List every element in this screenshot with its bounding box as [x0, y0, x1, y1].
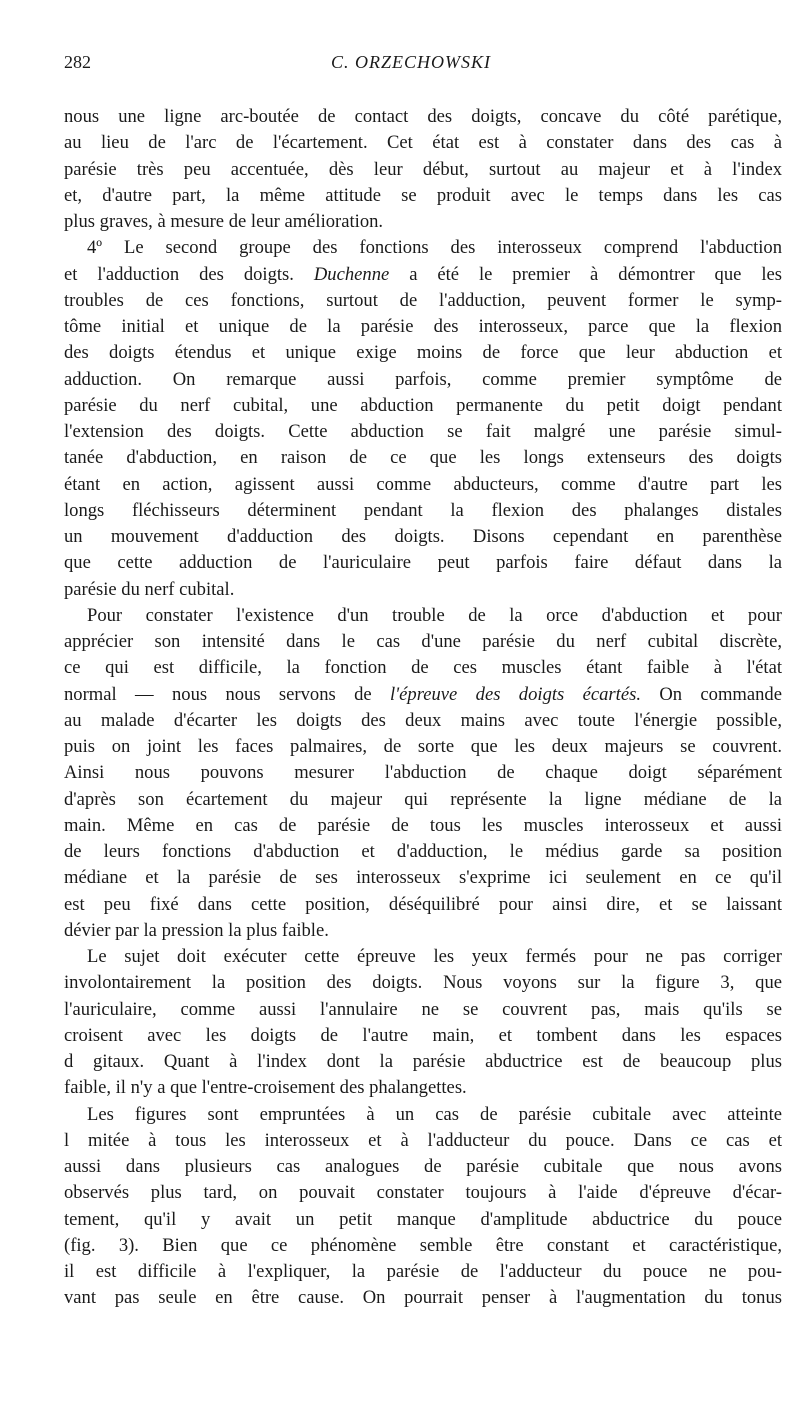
line-text: et, d'autre part, la même attitude se produit avec le temps dans les cas	[64, 184, 782, 206]
text-line	[64, 603, 782, 629]
line-text: 4º Le second groupe des fonctions des interosseux comprend l'abduction	[87, 237, 782, 259]
line-text: l'auriculaire, comme aussi l'annulaire ne se couvrent pas, mais qu'ils se	[64, 998, 782, 1020]
line-text: apprécier son intensité dans le cas d'une parésie du nerf cubital discrète,	[64, 631, 782, 652]
text-line	[64, 708, 782, 734]
text-line	[64, 629, 782, 655]
text-line	[64, 655, 782, 681]
running-title: C. ORZECHOWSKI	[330, 52, 491, 72]
text-line	[64, 1075, 782, 1101]
line-text: l mitée à tous les interosseux et à l'adducteur du pouce. Dans ce cas et	[64, 1129, 782, 1151]
line-text: normal — nous nous servons de	[64, 683, 372, 705]
line-text: que cette adduction de l'auriculaire peut parfois faire défaut dans la	[64, 552, 782, 574]
text-line	[64, 682, 782, 708]
line-text: aussi dans plusieurs cas analogues de parésie cubitale que nous avons	[64, 1156, 782, 1177]
line-text: longs fléchisseurs déterminent pendant la flexion des phalanges distales	[64, 499, 782, 521]
text-line	[64, 1207, 782, 1233]
text-line	[64, 997, 782, 1023]
text-line	[64, 340, 782, 366]
text-line	[64, 944, 782, 970]
line-text: des doigts étendus et unique exige moins de force que leur abduction et	[64, 342, 782, 364]
text-line	[64, 760, 782, 786]
line-text: Pour constater l'existence d'un trouble de la orce d'abduction et pour	[87, 604, 782, 626]
line-text: un mouvement d'adduction des doigts. Disons cependant en parenthèse	[64, 526, 782, 547]
text-line	[64, 865, 782, 891]
text-line	[64, 367, 782, 393]
line-text: tanée d'abduction, en raison de ce que les longs extenseurs des doigts	[64, 447, 782, 469]
text-line	[64, 970, 782, 996]
text-line	[64, 209, 782, 235]
line-text: l'extension des doigts. Cette abduction se fait malgré une parésie simul-	[64, 421, 782, 442]
line-text: et l'adduction des doigts.	[64, 263, 294, 285]
line-text: troubles de ces fonctions, surtout de l'adduction, peuvent former le symp-	[64, 289, 782, 311]
text-line	[64, 839, 782, 865]
body-text	[64, 104, 782, 1312]
line-text: Les figures sont empruntées à un cas de parésie cubitale avec atteinte	[87, 1103, 782, 1125]
text-line	[64, 130, 782, 156]
line-text: involontairement la position des doigts. Nous voyons sur la figure 3, que	[64, 972, 782, 994]
text-line	[64, 157, 782, 183]
line-text: main. Même en cas de parésie de tous les muscles interosseux et aussi	[64, 814, 782, 836]
text-line	[64, 262, 782, 288]
line-text: étant en action, agissent aussi comme abducteurs, comme d'autre part les	[64, 473, 782, 495]
line-text: (fig. 3). Bien que ce phénomène semble être constant et caractéristique,	[64, 1234, 782, 1256]
text-line	[64, 1285, 782, 1311]
line-text: au malade d'écarter les doigts des deux mains avec toute l'énergie possible,	[64, 709, 782, 731]
line-text: Ainsi nous pouvons mesurer l'abduction de chaque doigt séparément	[64, 762, 782, 784]
text-line	[64, 419, 782, 445]
text-line	[64, 1049, 782, 1075]
text-line	[64, 577, 782, 603]
line-text: Le sujet doit exécuter cette épreuve les yeux fermés pour ne pas corriger	[87, 946, 782, 967]
line-italic-text: Duchenne	[313, 263, 390, 285]
text-line	[64, 1233, 782, 1259]
text-line	[64, 1128, 782, 1154]
line-text: dévier par la pression la plus faible.	[64, 919, 329, 941]
text-line	[64, 550, 782, 576]
text-line	[64, 813, 782, 839]
text-line	[64, 235, 782, 261]
text-line	[64, 892, 782, 918]
line-text: tement, qu'il y avait un petit manque d'amplitude abductrice du pouce	[64, 1208, 782, 1230]
text-line	[64, 1259, 782, 1285]
text-line	[64, 1023, 782, 1049]
line-text: nous une ligne arc-boutée de contact des doigts, concave du côté parétique,	[64, 106, 782, 127]
text-line	[64, 1102, 782, 1128]
line-text: faible, il n'y a que l'entre-croisement des phalangettes.	[64, 1077, 467, 1099]
text-line	[64, 445, 782, 471]
line-text: d gitaux. Quant à l'index dont la parésie abductrice est de beaucoup plus	[64, 1051, 782, 1072]
line-text: plus graves, à mesure de leur amélioration.	[64, 211, 384, 232]
text-line	[64, 104, 782, 130]
line-text: ce qui est difficile, la fonction de ces muscles étant faible à l'état	[64, 657, 782, 679]
line-text: de leurs fonctions d'abduction et d'adduction, le médius garde sa position	[64, 841, 782, 862]
text-line	[64, 393, 782, 419]
line-text: puis on joint les faces palmaires, de sorte que les deux majeurs se couvrent.	[64, 736, 782, 757]
line-text: parésie très peu accentuée, dès leur début, surtout au majeur et à l'index	[64, 158, 782, 180]
text-line	[64, 734, 782, 760]
line-italic-text: l'épreuve des doigts écartés.	[390, 683, 641, 705]
text-line	[64, 524, 782, 550]
line-text: au lieu de l'arc de l'écartement. Cet état est à constater dans des cas à	[64, 132, 782, 154]
text-line	[64, 288, 782, 314]
line-text: d'après son écartement du majeur qui représente la ligne médiane de la	[64, 788, 782, 810]
line-text: croisent avec les doigts de l'autre main, et tombent dans les espaces	[64, 1024, 782, 1046]
page-header	[64, 50, 758, 74]
line-text-continued: a été le premier à démontrer que les	[409, 263, 782, 285]
line-text: observés plus tard, on pouvait constater toujours à l'aide d'épreuve d'écar-	[64, 1182, 782, 1204]
text-line	[64, 787, 782, 813]
line-text: vant pas seule en être cause. On pourrait penser à l'augmentation du tonus	[64, 1287, 782, 1309]
text-line	[64, 918, 782, 944]
line-text: médiane et la parésie de ses interosseux s'exprime ici seulement en ce qu'il	[64, 867, 782, 889]
line-text: est peu fixé dans cette position, déséquilibré pour ainsi dire, et se laissant	[64, 893, 782, 915]
line-text-continued: On commande	[659, 683, 782, 705]
text-line	[64, 472, 782, 498]
text-line	[64, 498, 782, 524]
line-text: parésie du nerf cubital, une abduction permanente du petit doigt pendant	[64, 394, 782, 416]
text-line	[64, 1180, 782, 1206]
text-line	[64, 183, 782, 209]
page-number: 282	[64, 52, 91, 72]
line-text: adduction. On remarque aussi parfois, comme premier symptôme de	[64, 368, 782, 390]
text-line	[64, 1154, 782, 1180]
line-text: il est difficile à l'expliquer, la parésie de l'adducteur du pouce ne pou-	[64, 1261, 782, 1282]
text-line	[64, 314, 782, 340]
line-text: tôme initial et unique de la parésie des interosseux, parce que la flexion	[64, 316, 782, 337]
line-text: parésie du nerf cubital.	[64, 578, 235, 600]
